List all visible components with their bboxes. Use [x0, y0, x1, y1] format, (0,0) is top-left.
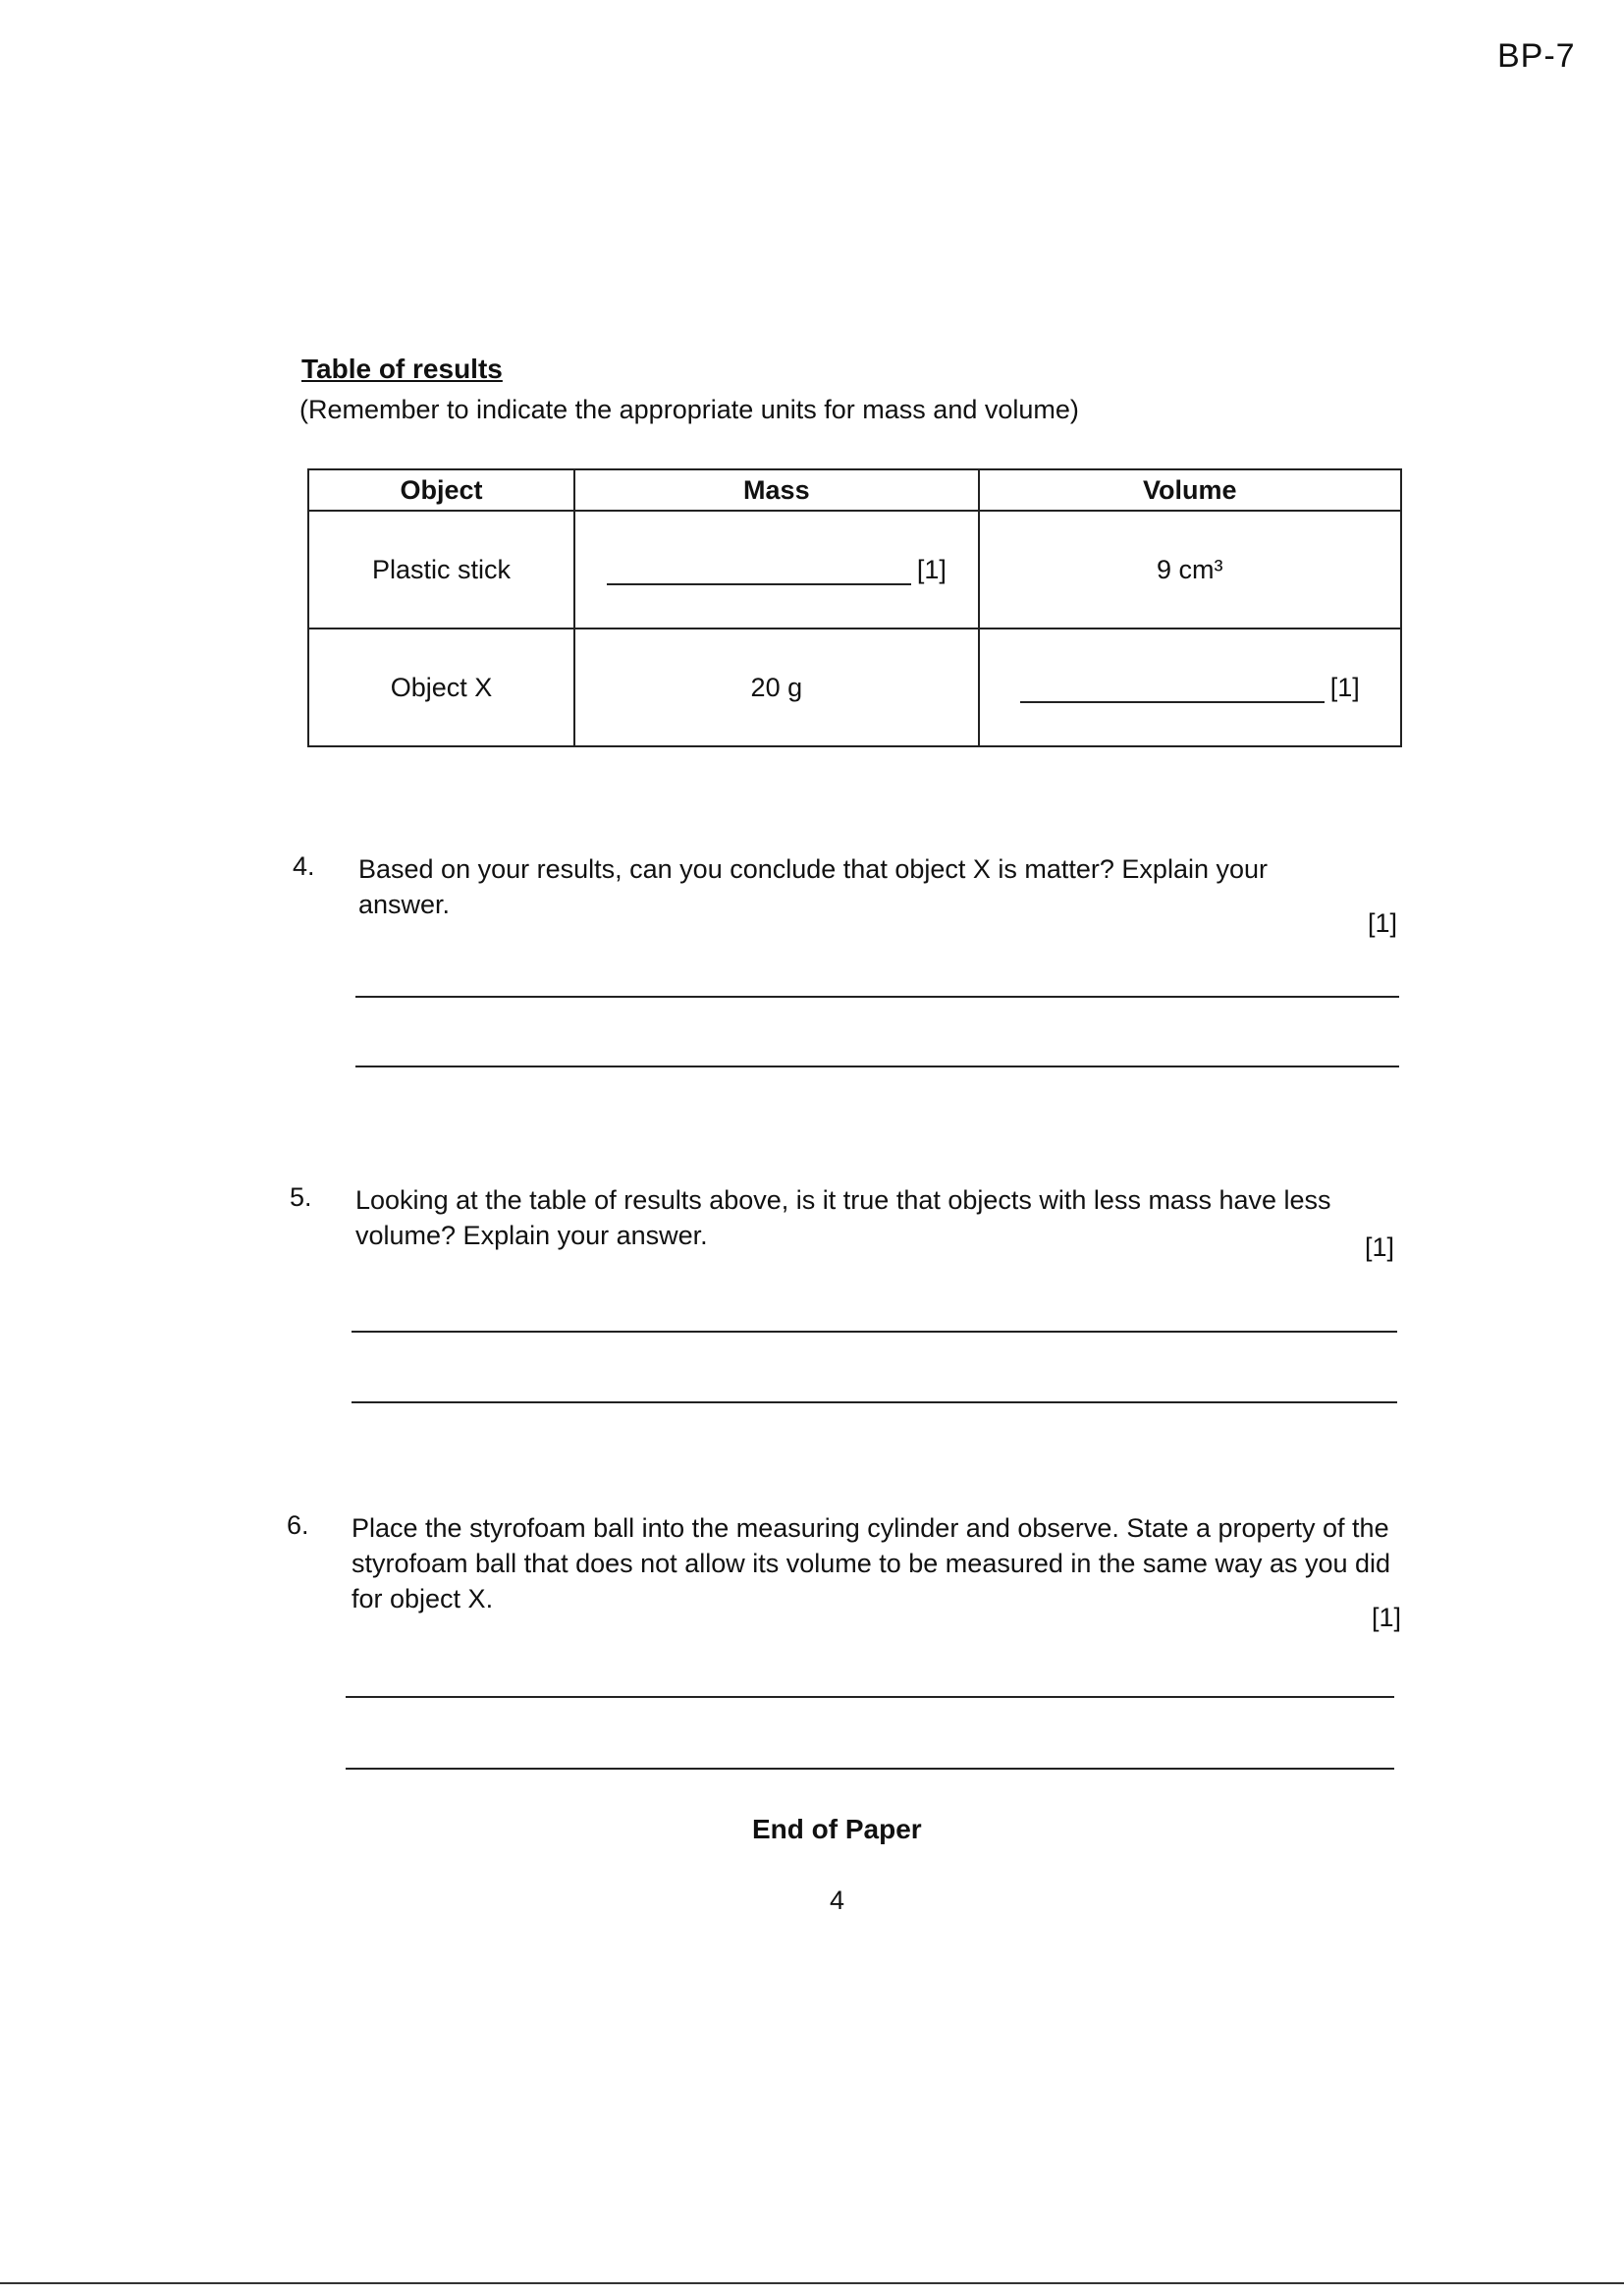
- end-of-paper: End of Paper: [752, 1814, 922, 1844]
- table-header-row: [308, 469, 1401, 511]
- question-5-mark: [1]: [1365, 1232, 1395, 1262]
- cell-volume[interactable]: [979, 629, 1401, 746]
- mass-mark: [1]: [916, 555, 947, 584]
- page-number: 4: [830, 1886, 845, 1915]
- question-4-answer-line-1[interactable]: [355, 996, 1399, 998]
- question-6-answer-line-1[interactable]: [346, 1696, 1394, 1698]
- table-note: (Remember to indicate the appropriate units for mass and volume): [299, 395, 1079, 424]
- cell-mass[interactable]: [574, 511, 979, 629]
- question-6-answer-line-2[interactable]: [346, 1768, 1394, 1770]
- question-6-number: 6.: [287, 1510, 309, 1540]
- column-header-volume: Volume: [979, 469, 1401, 511]
- object-name: Object X: [390, 672, 493, 702]
- page-code: BP-7: [1497, 37, 1576, 75]
- results-table: [307, 468, 1402, 747]
- mass-answer-blank[interactable]: [607, 554, 911, 585]
- table-row: [308, 511, 1401, 629]
- question-4-answer-line-2[interactable]: [355, 1066, 1399, 1067]
- question-5-answer-line-2[interactable]: [352, 1401, 1397, 1403]
- question-6-mark: [1]: [1372, 1603, 1402, 1632]
- cell-object: [308, 511, 574, 629]
- volume-value: 9 cm³: [1157, 554, 1223, 584]
- question-5-answer-line-1[interactable]: [352, 1331, 1397, 1333]
- column-header-mass: Mass: [574, 469, 979, 511]
- mass-value: 20 g: [750, 672, 803, 702]
- question-4-mark: [1]: [1368, 908, 1398, 938]
- volume-mark: [1]: [1329, 673, 1360, 702]
- question-4-number: 4.: [293, 851, 315, 881]
- object-name: Plastic stick: [372, 554, 512, 584]
- question-5-number: 5.: [290, 1182, 312, 1212]
- cell-mass: [574, 629, 979, 746]
- question-6-text: Place the styrofoam ball into the measuring cylinder and observe. State a property of the styrofoam ball that does not allow its volume to be measured in the same way as you did for object X.: [352, 1513, 1391, 1613]
- cell-object: [308, 629, 574, 746]
- question-5-text: Looking at the table of results above, is it true that objects with less mass have less volume? Explain your answer.: [355, 1185, 1331, 1250]
- bottom-rule: [0, 2282, 1624, 2284]
- question-4-text: Based on your results, can you conclude that object X is matter? Explain your answer.: [358, 854, 1269, 919]
- table-heading: Table of results: [301, 354, 503, 384]
- table-row: [308, 629, 1401, 746]
- cell-volume: [979, 511, 1401, 629]
- column-header-object: Object: [308, 469, 574, 511]
- volume-answer-blank[interactable]: [1020, 672, 1325, 703]
